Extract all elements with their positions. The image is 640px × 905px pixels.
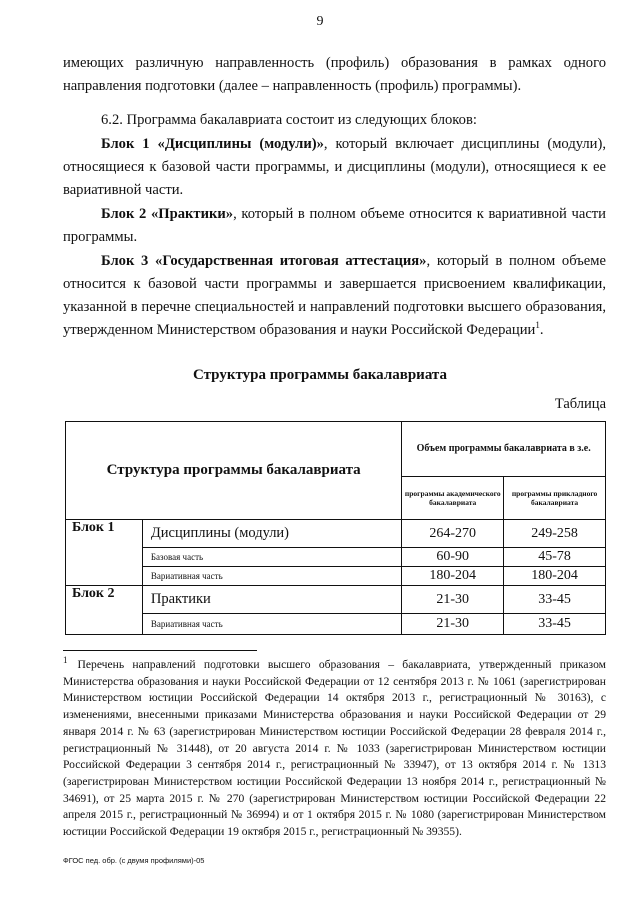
table-cell-block: Блок 2 — [66, 586, 143, 614]
table-cell-applied: 180-204 — [504, 567, 606, 586]
table-cell-block — [66, 614, 143, 635]
table-header-volume: Объем программы бакалавриата в з.е. — [402, 422, 606, 477]
table-cell-name: Практики — [142, 586, 401, 614]
paragraph-block2 — [63, 203, 606, 249]
table-cell-applied: 249-258 — [504, 520, 606, 548]
table-cell-block — [66, 567, 143, 586]
table-cell-academic: 21-30 — [402, 586, 504, 614]
footnote — [63, 657, 606, 841]
program-structure-table — [65, 421, 606, 635]
table-label: Таблица — [554, 396, 606, 412]
block3-text: , который в полном объеме относится к базовой части программы и завершается присвоением квалификации, указанной в перечне специальностей и направлений подготовки высшего образования, утвержденном Министерством образования и науки Российской Федерации — [63, 253, 606, 338]
table-row — [66, 567, 606, 586]
table-header-structure: Структура программы бакалавриата — [66, 422, 402, 520]
footnote-reference: 1 — [535, 320, 540, 331]
table-header-applied: программы прикладного бакалавриата — [504, 477, 606, 520]
footnote-mark: 1 — [63, 655, 68, 666]
footnote-text: Перечень направлений подготовки высшего образования – бакалавриата, утвержденный приказом Министерства образования и науки Российской Федерации от 12 сентября 2013 г. № 1061 (зарегистрирован Министерством юстиции Российской Федерации 14 октября 2013 г., регистрационный № 30163), с изменениями, внесенными приказами Министерства образования и науки Российской Федерации от 29 января 2014 г. № 63 (зарегистрирован Министерством юстиции Российской Федерации 28 февраля 2014 г., регистрационный № 31448), от 20 августа 2014 г. № 1033 (зарегистрирован Министерством юстиции Российской Федерации 3 сентября 2014 г., регистрационный № 33947), от 13 октября 2014 г. № 1313 (зарегистрирован Министерством юстиции Российской Федерации 13 ноября 2014 г., регистрационный № 34691), от 25 марта 2015 г. № 270 (зарегистрирован Министерством юстиции Российской Федерации 22 апреля 2015 г., регистрационный № 36994) и от 1 октября 2015 г. № 1080 (зарегистрирован Министерством юстиции Российской Федерации 19 октября 2015 г., регистрационный № 39355). — [63, 658, 606, 839]
page-footer: ФГОС пед. обр. (с двумя профилями)-05 — [63, 856, 205, 865]
table-cell-academic: 264-270 — [402, 520, 504, 548]
page-number: 9 — [316, 14, 324, 29]
block1-text: , который включает дисциплины (модули), относящиеся к базовой части программы, и дисциплины (модули), относящиеся к ее вариативной части. — [63, 136, 606, 198]
block1-title: Блок 1 «Дисциплины (модули)» — [101, 136, 324, 152]
table-cell-name: Дисциплины (модули) — [142, 520, 401, 548]
paragraph-profile — [63, 52, 606, 98]
paragraph-profile-line1: имеющих различную направленность (профиль) образования в рамках одного — [63, 55, 606, 71]
table-cell-block — [66, 548, 143, 567]
table-row — [66, 520, 606, 548]
table-cell-name: Вариативная часть — [142, 567, 401, 586]
block3-end: . — [539, 322, 544, 338]
footnote-divider — [63, 650, 257, 651]
table-cell-academic: 60-90 — [402, 548, 504, 567]
table-row — [66, 614, 606, 635]
paragraph-blocks-intro: 6.2. Программа бакалавриата состоит из следующих блоков: — [101, 112, 477, 128]
table-header-academic: программы академического бакалавриата — [402, 477, 504, 520]
paragraph-block1 — [63, 133, 606, 202]
table-cell-applied: 33-45 — [504, 614, 606, 635]
table-cell-applied: 33-45 — [504, 586, 606, 614]
paragraph-block3 — [63, 250, 606, 342]
table-cell-academic: 21-30 — [402, 614, 504, 635]
table-cell-academic: 180-204 — [402, 567, 504, 586]
table-cell-name: Вариативная часть — [142, 614, 401, 635]
paragraph-profile-line2: направления подготовки (далее – направленность (профиль) программы). — [63, 78, 522, 94]
table-cell-name: Базовая часть — [142, 548, 401, 567]
table-heading: Структура программы бакалавриата — [193, 367, 447, 383]
block2-text: , который в полном объеме относится к вариативной части программы. — [63, 206, 606, 245]
table-row — [66, 586, 606, 614]
block2-title: Блок 2 «Практики» — [101, 206, 234, 222]
table-cell-applied: 45-78 — [504, 548, 606, 567]
table-row — [66, 548, 606, 567]
block3-title: Блок 3 «Государственная итоговая аттестация» — [101, 253, 427, 269]
table-cell-block: Блок 1 — [66, 520, 143, 548]
